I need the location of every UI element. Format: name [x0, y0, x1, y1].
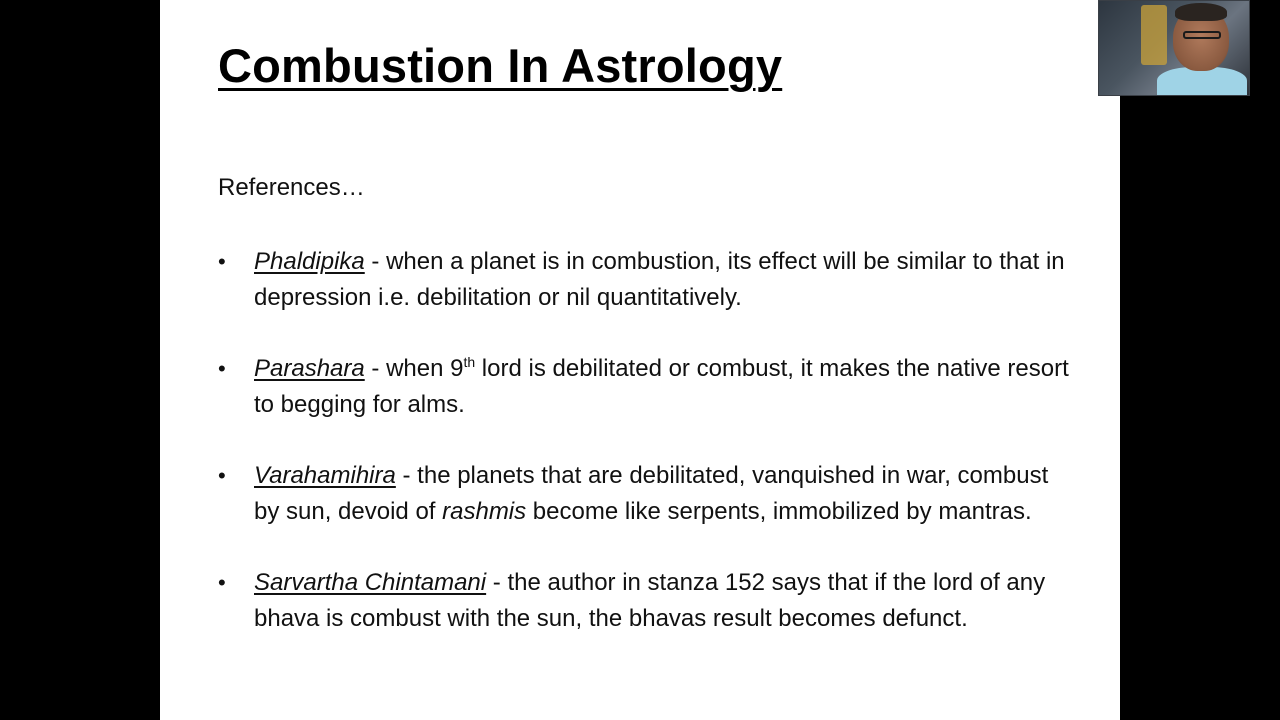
list-item — [218, 351, 1078, 423]
list-item — [218, 458, 1078, 530]
bullet-icon: • — [218, 570, 226, 595]
emphasized-term: rashmis — [442, 498, 527, 525]
reference-text: lord is debilitated or combust, it makes the native resort to begging for alms. — [254, 355, 1069, 418]
reference-text: - when a planet is in combustion, its effect will be similar to that in depression i.e. debilitation or nil quantitatively. — [254, 248, 1065, 311]
presentation-slide — [160, 0, 1120, 720]
background-decoration — [1141, 5, 1167, 65]
participant-video-tile[interactable] — [1098, 0, 1250, 96]
list-item — [218, 565, 1078, 637]
reference-text: - when 9 — [364, 355, 464, 382]
bullet-icon: • — [218, 463, 226, 488]
reference-source: Parashara — [254, 355, 365, 382]
speaker-hair — [1175, 3, 1227, 21]
list-item — [218, 244, 1078, 316]
slide-title: Combustion In Astrology — [218, 39, 783, 92]
reference-source: Phaldipika — [254, 248, 365, 275]
reference-text: - the author in stanza 152 says that if the lord of any bhava is combust with the sun, the bhavas result becomes defunct. — [254, 569, 1046, 632]
speaker-shirt — [1157, 67, 1247, 96]
speaker-glasses-icon — [1183, 31, 1221, 39]
bullet-icon: • — [218, 249, 226, 274]
reference-text: become like serpents, immobilized by mantras. — [526, 498, 1032, 525]
references-heading: References… — [218, 174, 365, 201]
reference-source: Sarvartha Chintamani — [254, 569, 487, 596]
ordinal-superscript: th — [463, 354, 476, 370]
bullet-icon: • — [218, 356, 226, 381]
reference-source: Varahamihira — [254, 462, 396, 489]
reference-text: - the planets that are debilitated, vanquished in war, combust by sun, devoid of — [254, 462, 1049, 525]
references-list — [218, 244, 1078, 672]
